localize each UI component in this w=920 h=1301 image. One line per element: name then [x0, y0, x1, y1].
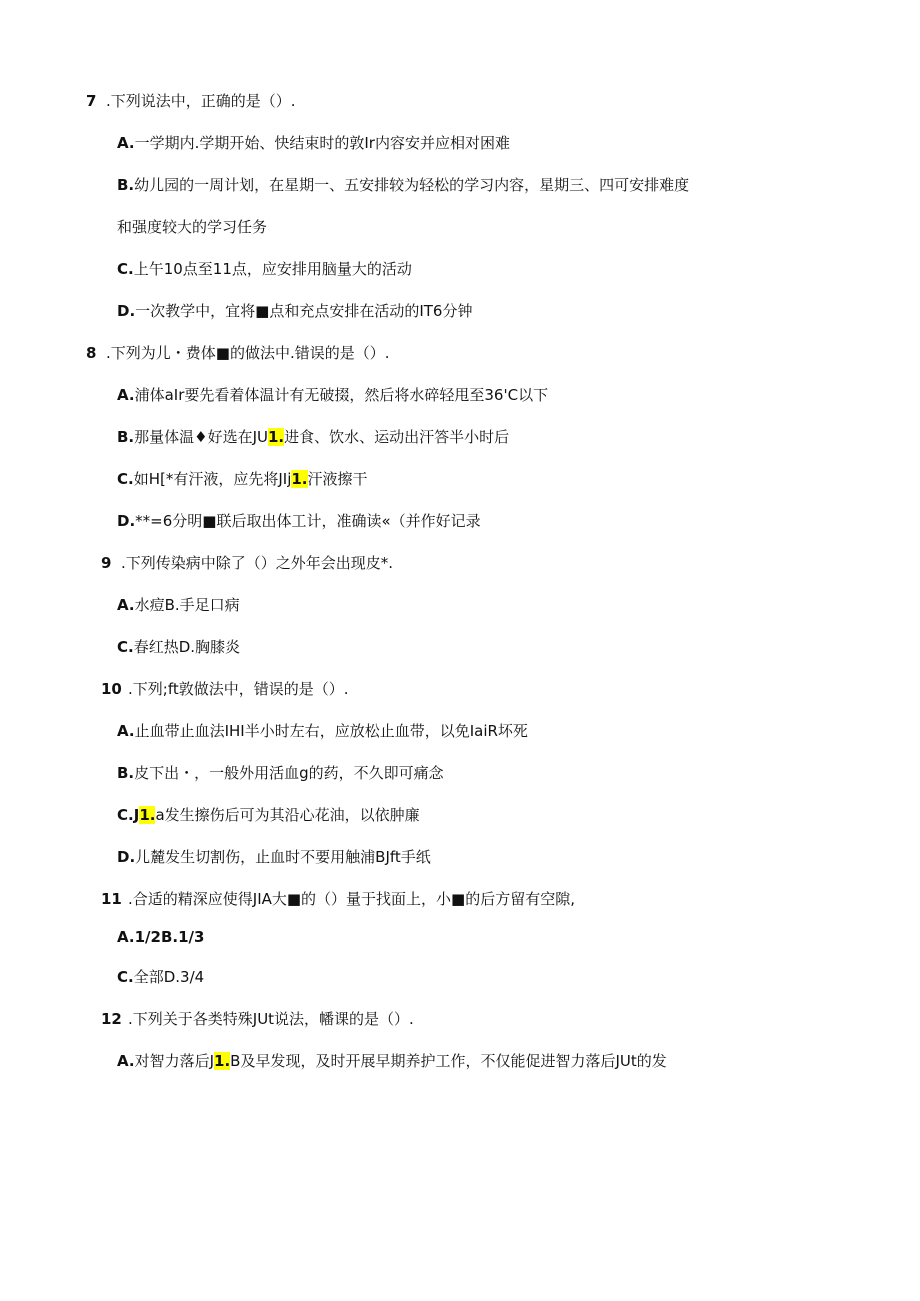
question-stem: .下列为儿・费体■的做法中.错误的是（）.: [106, 344, 390, 362]
option-a: A.一学期内.学期开始、快结束时的敦Ir内容安并应相对困难: [117, 134, 510, 152]
highlight-mark: 1.: [268, 428, 285, 446]
question-stem: .下列传染病中除了（）之外年会出现皮*.: [121, 554, 394, 572]
option-a: A.1/2B.1/3: [117, 928, 205, 946]
option-b: B.那量体温♦好选在JU1.进食、饮水、运动出汗答半小时后: [117, 428, 510, 446]
option-c: C.J1.a发生擦伤后可为其沿心花油，以依肿廉: [117, 806, 420, 824]
question-stem: .下列;ft敦做法中，错误的是（）.: [128, 680, 349, 698]
option-d: D.一次教学中，宜将■点和充点安排在活动的IT6分钟: [117, 302, 473, 320]
option-c: C.春红热D.胸膝炎: [117, 638, 241, 656]
question-stem: .下列说法中，正确的是（）.: [106, 92, 296, 110]
option-b: B.幼儿园的一周计划，在星期一、五安排较为轻松的学习内容，星期三、四可安排难度: [117, 176, 690, 194]
option-a: A.止血带止血法IHI半小时左右，应放松止血带，以免IaiR坏死: [117, 722, 528, 740]
option-d: D.儿麓发生切割伤，止血时不要用触浦BJft手纸: [117, 848, 431, 866]
option-c: C.如H[*有汗液，应先将JIj1.汗液擦干: [117, 470, 368, 488]
option-a: A.浦体aIr要先看着体温计有无破掇，然后将水碎轻甩至36'C以下: [117, 386, 549, 404]
question-number: 12: [101, 1010, 122, 1028]
option-a: A.水痘B.手足口病: [117, 596, 240, 614]
option-c: C.全部D.3/4: [117, 968, 205, 986]
option-d: D.**=6分明■联后取出体工计，准确读«（并作好记录: [117, 512, 481, 530]
highlight-mark: 1.: [139, 806, 156, 824]
option-b-continuation: 和强度较大的学习任务: [117, 218, 268, 236]
question-stem: .合适的精深应使得JIA大■的（）量于找面上，小■的后方留有空隙,: [128, 890, 575, 908]
highlight-mark: 1.: [214, 1052, 231, 1070]
question-stem: .下列关于各类特殊JUt说法，幡课的是（）.: [128, 1010, 414, 1028]
question-number: 8: [86, 344, 97, 362]
option-b: B.皮下出・，一般外用活血g的药，不久即可痛念: [117, 764, 444, 782]
question-number: 9: [101, 554, 112, 572]
option-a: A.对智力落后J1.B及早发现，及时开展早期养护工作，不仅能促进智力落后JUt的发: [117, 1052, 667, 1070]
option-c: C.上午10点至11点，应安排用脑量大的活动: [117, 260, 412, 278]
highlight-mark: 1.: [291, 470, 308, 488]
question-number: 7: [86, 92, 97, 110]
question-number: 10: [101, 680, 122, 698]
question-number: 11: [101, 890, 122, 908]
